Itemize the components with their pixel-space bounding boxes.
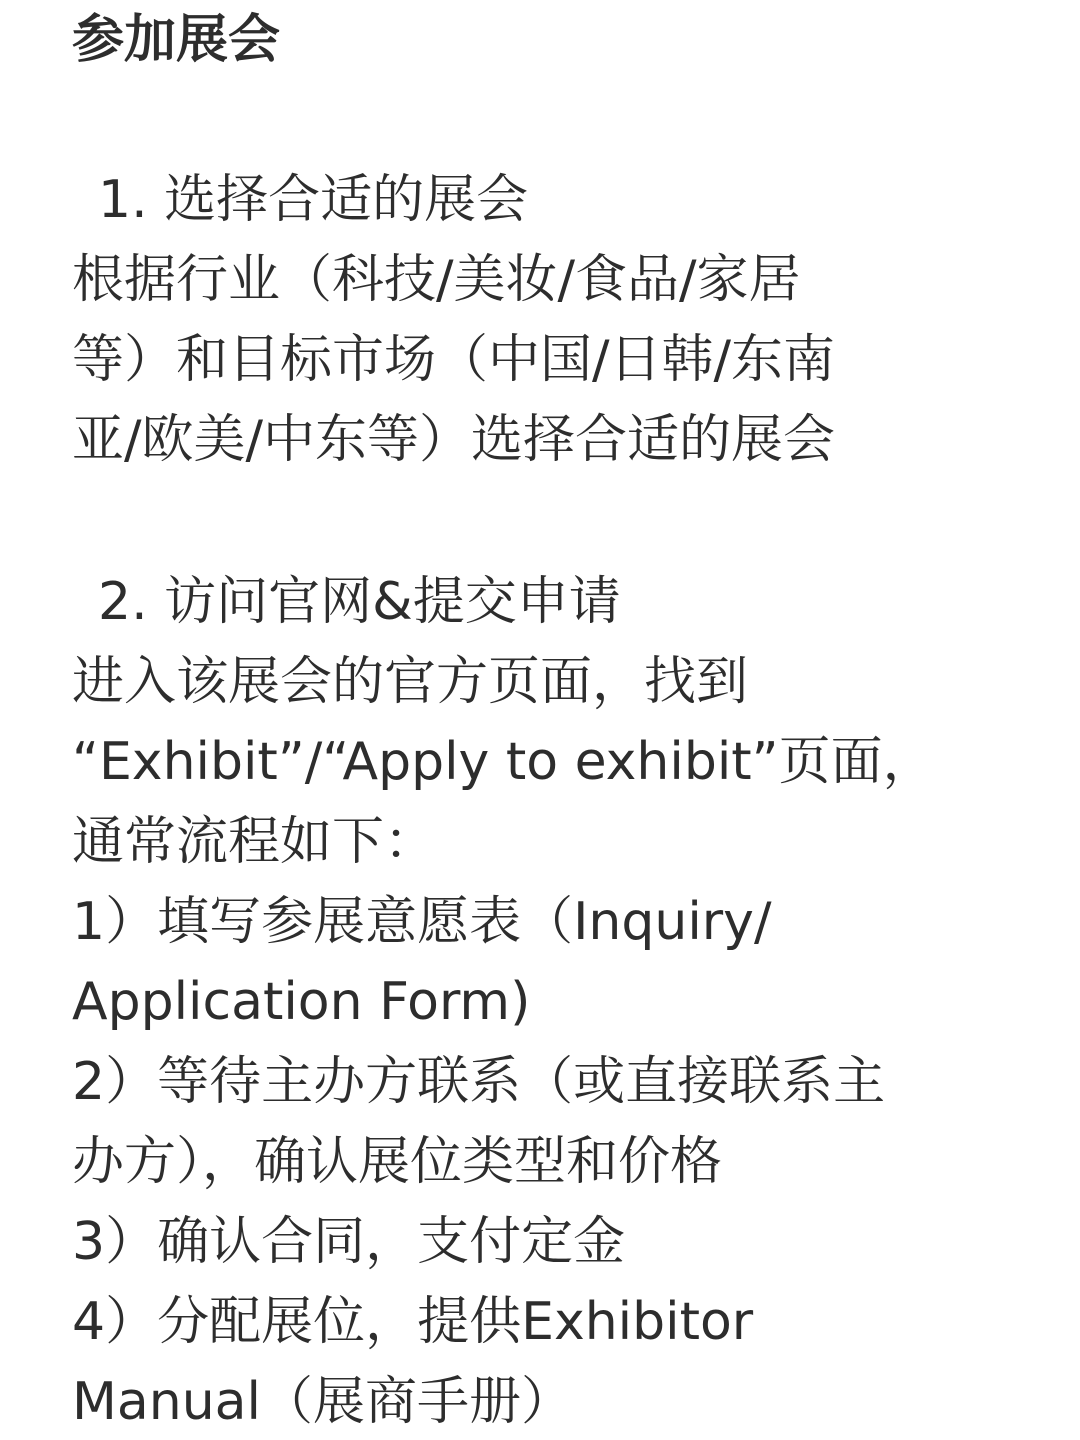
paragraph-line: “Exhibit”/“Apply to exhibit”页面，: [72, 732, 935, 792]
paragraph-line: 通常流程如下：: [72, 812, 437, 872]
paragraph-line: 根据行业（科技/美妆/食品/家居: [72, 250, 801, 310]
list-item: Manual（展商手册）: [72, 1372, 573, 1432]
list-item: 1）填写参展意愿表（Inquiry/: [72, 892, 772, 952]
list-item: Application Form): [72, 972, 531, 1032]
paragraph-line: 等）和目标市场（中国/日韩/东南: [72, 330, 836, 390]
paragraph-line: 亚/欧美/中东等）选择合适的展会: [72, 410, 836, 470]
list-item: 办方），确认展位类型和价格: [72, 1132, 723, 1192]
paragraph-line: 进入该展会的官方页面，找到: [72, 652, 749, 712]
section-heading: 2. 访问官网&提交申请: [98, 572, 621, 632]
section-heading: 1. 选择合适的展会: [98, 170, 529, 230]
list-item: 2）等待主办方联系（或直接联系主: [72, 1052, 886, 1112]
list-item: 3）确认合同，支付定金: [72, 1212, 626, 1272]
page-title: 参加展会: [72, 10, 281, 70]
list-item: 4）分配展位，提供Exhibitor: [72, 1292, 754, 1352]
